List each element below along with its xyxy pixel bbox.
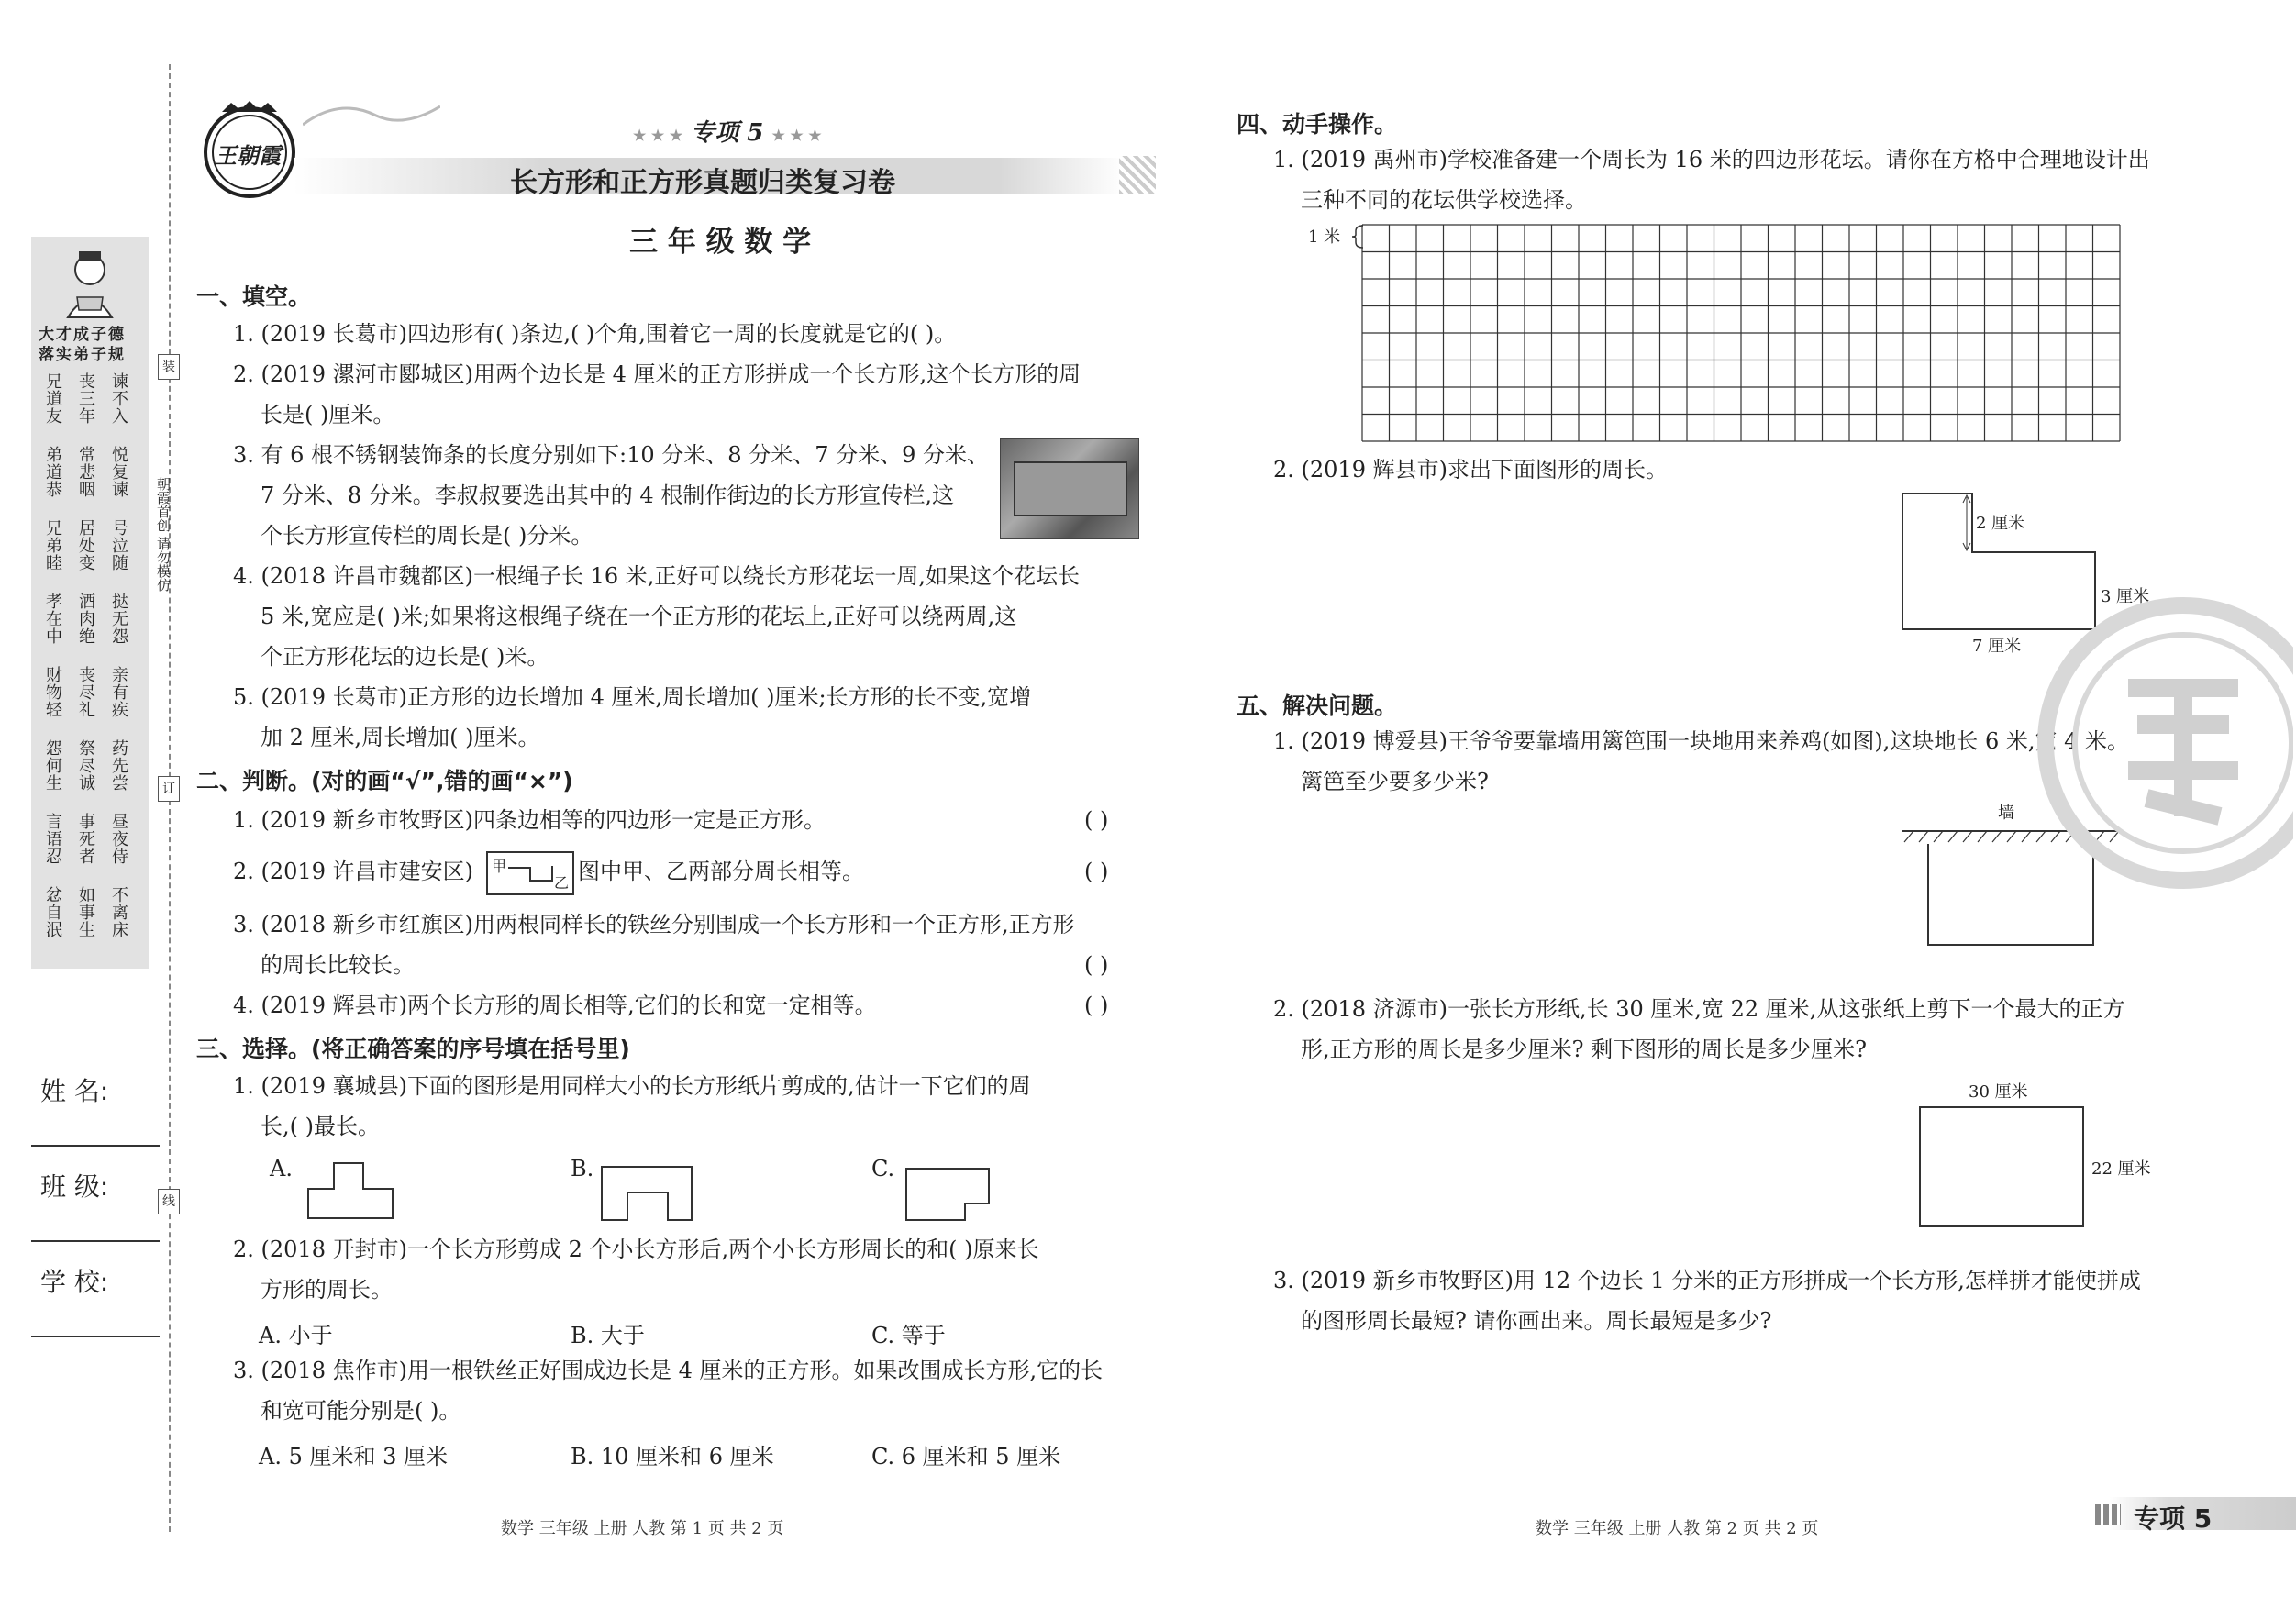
- poem-column: 言语忍: [43, 813, 62, 865]
- footer-right: 数学 三年级 上册 人教 第 2 页 共 2 页: [1536, 1519, 1819, 1538]
- class-field-line[interactable]: [31, 1240, 160, 1242]
- poem-column: 如事生: [76, 886, 95, 938]
- s5-q2-line2: 形,正方形的周长是多少厘米? 剩下图形的周长是多少厘米?: [1301, 1037, 1867, 1062]
- s3-q1-line2: 长,( )最长。: [261, 1114, 380, 1139]
- s3-q1-option-c[interactable]: C.: [871, 1156, 895, 1181]
- billboard-photo: [1000, 438, 1139, 539]
- logo-emblem: [194, 99, 305, 200]
- school-label: 学 校:: [40, 1267, 109, 1297]
- poem-column: 祭尽诚: [76, 739, 95, 792]
- s5-q3-line2: 的图形周长最短? 请你画出来。周长最短是多少?: [1301, 1308, 1772, 1334]
- grid-scale-label: [1308, 224, 1340, 248]
- poem-column: 怨何生: [43, 739, 62, 792]
- s1-q5-line1: 5. (2019 长葛市)正方形的边长增加 4 厘米,周长增加( )厘米;长方形的长不变,宽增: [233, 684, 1032, 710]
- poem-column: 药先尝: [109, 739, 128, 792]
- poem-column: 挞无怨: [109, 593, 128, 645]
- l-shape-label-7cm: 7 厘米: [1972, 637, 2022, 656]
- name-field-line[interactable]: [31, 1145, 160, 1147]
- s2-q3-answer[interactable]: ( ): [1084, 952, 1109, 978]
- poem-column: 弟道恭: [43, 446, 62, 498]
- section5-title: 五、解决问题。: [1237, 693, 1398, 719]
- s3-q2-option-c[interactable]: C. 等于: [871, 1323, 946, 1348]
- poem-column: 忿自泯: [43, 886, 62, 938]
- s2-q3-line1: 3. (2018 新乡市红旗区)用两根同样长的铁丝分别围成一个长方形和一个正方形,正方形: [233, 912, 1075, 937]
- poem-column: 酒肉绝: [76, 593, 95, 645]
- s1-q4-line2: 5 米,宽应是( )米;如果将这根绳子绕在一个正方形的花坛上,正好可以绕两周,这: [261, 604, 1017, 629]
- s2-q2-line2: 图中甲、乙两部分周长相等。: [578, 859, 864, 884]
- l-shape-label-3cm: 3 厘米: [2101, 587, 2150, 606]
- s5-q1-line2: 篱笆至少要多少米?: [1301, 769, 1489, 794]
- s1-q2-line1: 2. (2019 漯河市郾城区)用两个边长是 4 厘米的正方形拼成一个长方形,这个长方形的周: [233, 361, 1081, 387]
- s3-q3-option-a[interactable]: A. 5 厘米和 3 厘米: [259, 1444, 449, 1469]
- watermark-seal: [2018, 587, 2293, 899]
- s1-q4-line3: 个正方形花坛的边长是( )米。: [261, 644, 549, 670]
- scholar-illustration: [51, 246, 128, 319]
- s3-q3-option-c[interactable]: C. 6 厘米和 5 厘米: [871, 1444, 1061, 1469]
- s5-q3-line1: 3. (2019 新乡市牧野区)用 12 个边长 1 分米的正方形拼成一个长方形,怎样拼才能使拼成: [1273, 1268, 2141, 1293]
- s2-q3-line2: 的周长比较长。: [261, 952, 415, 978]
- s4-q1-line1: 1. (2019 禹州市)学校准备建一个周长为 16 米的四边形花坛。请你在方格中合理地设计出: [1273, 147, 2150, 172]
- s1-q5-line2: 加 2 厘米,周长增加( )厘米。: [261, 725, 540, 750]
- s3-q1-option-b[interactable]: B.: [571, 1156, 594, 1181]
- poem-column: 丧三年: [76, 372, 95, 425]
- s2-q1-answer[interactable]: ( ): [1084, 807, 1109, 833]
- s1-q4-line1: 4. (2018 许昌市魏都区)一根绳子长 16 米,正好可以绕长方形花坛一周,如果这个花坛长: [233, 563, 1081, 589]
- page-title: 长方形和正方形真题归类复习卷: [510, 167, 895, 199]
- s3-q3-line2: 和宽可能分别是( )。: [261, 1398, 461, 1424]
- motto-panel: [31, 237, 149, 969]
- s1-q1-line1: 1. (2019 长葛市)四边形有( )条边,( )个角,围着它一周的长度就是它的( )。: [233, 321, 957, 347]
- school-field-line[interactable]: [31, 1336, 160, 1337]
- s1-q3-line1: 3. 有 6 根不锈钢装饰条的长度分别如下:10 分米、8 分米、7 分米、9 分米、: [233, 442, 990, 468]
- s2-q1-line1: 1. (2019 新乡市牧野区)四条边相等的四边形一定是正方形。: [233, 807, 826, 833]
- s5-q2-line1: 2. (2018 济源市)一张长方形纸,长 30 厘米,宽 22 厘米,从这张纸上剪下一个最大的正方: [1273, 996, 2125, 1022]
- name-label: 姓 名:: [40, 1076, 109, 1106]
- section-badge: ★ ★ ★ 专项 5 ★ ★ ★: [633, 119, 822, 147]
- page-subtitle: 三 年 级 数 学: [629, 226, 812, 259]
- shape-a: [306, 1158, 398, 1225]
- section1-title: 一、填空。: [196, 283, 312, 310]
- s5-q1-line1: 1. (2019 博爱县)王爷爷要靠墙用篱笆围一块地用来养鸡(如图),这块地长 6 米,宽 4 米。: [1273, 728, 2129, 754]
- s3-q3-line1: 3. (2018 焦作市)用一根铁丝正好围成边长是 4 厘米的正方形。如果改围成长方形,它的长: [233, 1358, 1104, 1383]
- poem-column: 谏不入: [109, 372, 128, 425]
- poem-column: 孝在中: [43, 593, 62, 645]
- poem-column: 悦复谏: [109, 446, 128, 498]
- s3-q2-line1: 2. (2018 开封市)一个长方形剪成 2 个小长方形后,两个小长方形周长的和( )原来长: [233, 1237, 1039, 1262]
- poem-column: 号泣随: [109, 519, 128, 571]
- s2-q2-answer[interactable]: ( ): [1084, 859, 1109, 884]
- logo-ribbon: [303, 97, 440, 134]
- poem-column: 居处变: [76, 519, 95, 571]
- poem-column: 昼夜侍: [109, 813, 128, 865]
- binding-tag-zhuang: 装: [158, 354, 180, 380]
- bottom-badge: 专项 5: [2134, 1503, 2213, 1534]
- poem-column: 不离床: [109, 886, 128, 938]
- s4-q2-line1: 2. (2019 辉县市)求出下面图形的周长。: [1273, 457, 1668, 482]
- poem-column: 兄道友: [43, 372, 62, 425]
- s3-q2-line2: 方形的周长。: [261, 1277, 393, 1303]
- s2-q2-line1: 2. (2019 许昌市建安区): [233, 859, 473, 884]
- poem-column: 常悲咽: [76, 446, 95, 498]
- binding-tag-xian: 线: [158, 1189, 180, 1214]
- motto-line1: 大才成子德: [39, 326, 126, 344]
- paper-label-30cm: 30 厘米: [1969, 1082, 2028, 1102]
- fig-jia: 甲: [492, 858, 507, 875]
- poem-column: 事死者: [76, 813, 95, 865]
- title-pattern: [1119, 156, 1156, 194]
- class-label: 班 级:: [40, 1171, 109, 1202]
- s2-q4-line1: 4. (2019 辉县市)两个长方形的周长相等,它们的长和宽一定相等。: [233, 993, 877, 1018]
- binding-tag-ding: 订: [158, 776, 180, 802]
- s3-q3-option-b[interactable]: B. 10 厘米和 6 厘米: [571, 1444, 774, 1469]
- s3-q1-option-a[interactable]: A.: [270, 1156, 293, 1181]
- shape-c: [904, 1163, 993, 1227]
- poem-column: 兄弟睦: [43, 519, 62, 571]
- s3-q2-option-b[interactable]: B. 大于: [571, 1323, 645, 1348]
- fig-yi: 乙: [554, 874, 570, 892]
- section2-title: 二、判断。(对的画“√”,错的画“×”): [196, 768, 573, 794]
- paper-label-22cm: 22 厘米: [2091, 1159, 2151, 1179]
- paper-rectangle: [1919, 1106, 2084, 1227]
- bottom-badge-squares: [2095, 1504, 2121, 1525]
- s2-q4-answer[interactable]: ( ): [1084, 993, 1109, 1018]
- wall-label: 墙: [1998, 804, 2014, 823]
- shape-b: [600, 1163, 695, 1227]
- jia-yi-figure: [486, 851, 574, 895]
- l-shape-label-2cm: 2 厘米: [1976, 514, 2025, 533]
- s3-q2-option-a[interactable]: A. 小于: [259, 1323, 333, 1348]
- logo-text: 王朝霞: [215, 142, 281, 169]
- poem-column: 财物轻: [43, 666, 62, 718]
- s4-q1-line2: 三种不同的花坛供学校选择。: [1301, 187, 1587, 213]
- grid-scale-text: 1 米: [1308, 227, 1341, 247]
- s1-q2-line2: 长是( )厘米。: [261, 402, 395, 427]
- badge-text: 专项 5: [691, 119, 764, 147]
- poem-column: 丧尽礼: [76, 666, 95, 718]
- side-note: 朝霞首创 请勿模仿: [155, 477, 172, 592]
- s3-q1-line1: 1. (2019 襄城县)下面的图形是用同样大小的长方形纸片剪成的,估计一下它们的周: [233, 1073, 1031, 1099]
- section3-title: 三、选择。(将正确答案的序号填在括号里): [196, 1036, 630, 1062]
- footer-left: 数学 三年级 上册 人教 第 1 页 共 2 页: [501, 1519, 784, 1538]
- design-grid[interactable]: [1361, 224, 2121, 442]
- s1-q3-line2: 7 分米、8 分米。李叔叔要选出其中的 4 根制作街边的长方形宣传栏,这: [261, 482, 954, 508]
- section4-title: 四、动手操作。: [1237, 111, 1398, 138]
- s1-q3-line3: 个长方形宣传栏的周长是( )分米。: [261, 523, 593, 549]
- motto-line2: 落实弟子规: [39, 346, 126, 364]
- poem-column: 亲有疾: [109, 666, 128, 718]
